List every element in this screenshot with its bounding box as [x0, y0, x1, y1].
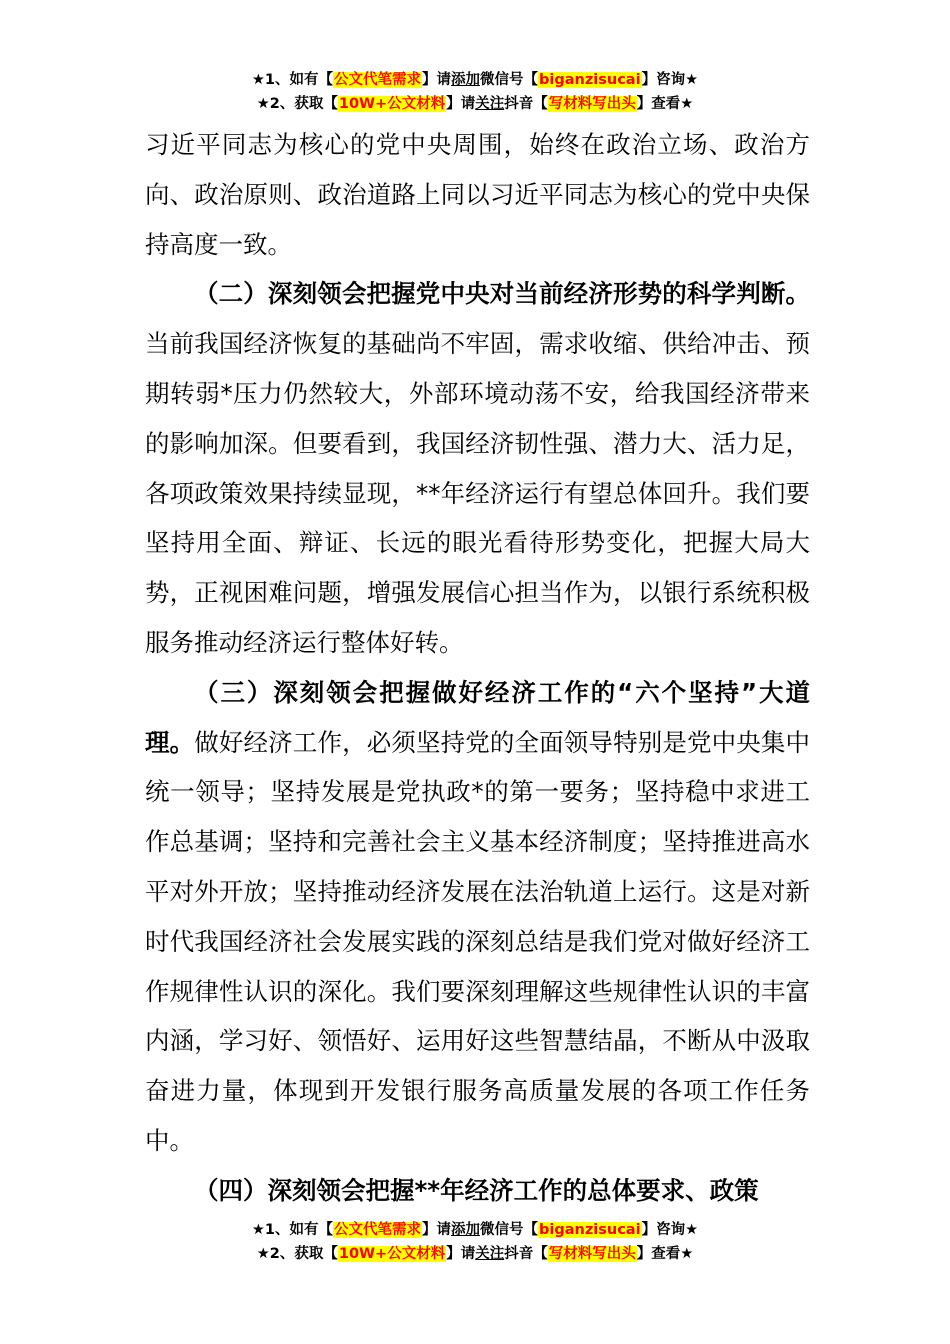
promo-text: ★1、如有【	[251, 1222, 334, 1238]
promo-text: 】请	[422, 72, 452, 88]
promo-text: 微信号【	[480, 72, 539, 88]
promo-text: 】请	[446, 96, 476, 112]
promo-text: 】查看★	[636, 1246, 694, 1262]
promo-text: ★1、如有【	[251, 72, 334, 88]
paragraph-text: 习近平同志为核心的党中央周围，始终在政治立场、政治方向、政治原则、政治道路上同以习近平同志为核心的党中央保持高度一致。	[145, 130, 810, 259]
promo-text: ★2、获取【	[256, 96, 338, 112]
promo-highlight: 公文代笔需求	[334, 72, 422, 88]
promo-line-2	[0, 92, 950, 116]
section-heading: （三）深刻领会把握做好经济工作的“六个坚持”大道理。	[145, 677, 810, 757]
promo-highlight: biganzisucai	[539, 1222, 641, 1238]
section-heading: （二）深刻领会把握党中央对当前经济形势的科学判断。	[194, 279, 810, 309]
section-4-paragraph	[145, 1166, 810, 1216]
promo-text: 抖音【	[504, 1246, 548, 1262]
promo-text: 】咨询★	[641, 72, 699, 88]
promo-text: 】请	[422, 1222, 452, 1238]
footer-promo-banner	[0, 1218, 950, 1266]
promo-underlined: 关注	[475, 1246, 505, 1262]
section-heading: （四）深刻领会把握**年经济工作的总体要求、政策	[194, 1175, 759, 1205]
paragraph-text: 当前我国经济恢复的基础尚不牢固，需求收缩、供给冲击、预期转弱*压力仍然较大，外部环境动荡不安，给我国经济带来的影响加深。但要看到，我国经济韧性强、潜力大、活力足，各项政策效果持续显现，**年经济运行有望总体回升。我们要坚持用全面、辩证、长远的眼光看待形势变化，把握大局大势，正视困难问题，增强发展信心担当作为，以银行系统积极服务推动经济运行整体好转。	[145, 329, 810, 657]
promo-highlight: biganzisucai	[539, 72, 641, 88]
promo-line-1	[0, 68, 950, 92]
promo-line-2	[0, 1242, 950, 1266]
header-promo-banner	[0, 68, 950, 116]
promo-highlight: 10W+公文材料	[338, 96, 446, 112]
promo-underlined: 关注	[475, 96, 505, 112]
promo-text: 微信号【	[480, 1222, 539, 1238]
promo-underlined: 添加	[451, 1222, 481, 1238]
paragraph-text: 做好经济工作，必须坚持党的全面领导特别是党中央集中统一领导；坚持发展是党执政*的第一要务；坚持稳中求进工作总基调；坚持和完善社会主义基本经济制度；坚持推进高水平对外开放；坚持推动经济发展在法治轨道上运行。这是对新时代我国经济社会发展实践的深刻总结是我们党对做好经济工作规律性认识的深化。我们要深刻理解这些规律性认识的丰富内涵，学习好、领悟好、运用好这些智慧结晶，不断从中汲取奋进力量，体现到开发银行服务高质量发展的各项工作任务中。	[145, 727, 811, 1155]
promo-text: 】查看★	[636, 96, 694, 112]
promo-highlight: 公文代笔需求	[334, 1222, 422, 1238]
section-2-paragraph	[145, 269, 810, 667]
promo-highlight: 10W+公文材料	[338, 1246, 446, 1262]
document-body	[145, 120, 810, 1216]
paragraph-continuation	[145, 120, 810, 269]
promo-text: ★2、获取【	[256, 1246, 338, 1262]
promo-line-1	[0, 1218, 950, 1242]
promo-text: 】请	[446, 1246, 476, 1262]
promo-text: 抖音【	[504, 96, 548, 112]
promo-underlined: 添加	[451, 72, 481, 88]
section-3-paragraph	[145, 668, 810, 1166]
promo-text: 】咨询★	[641, 1222, 699, 1238]
promo-highlight: 写材料写出头	[548, 1246, 636, 1262]
promo-highlight: 写材料写出头	[548, 96, 636, 112]
